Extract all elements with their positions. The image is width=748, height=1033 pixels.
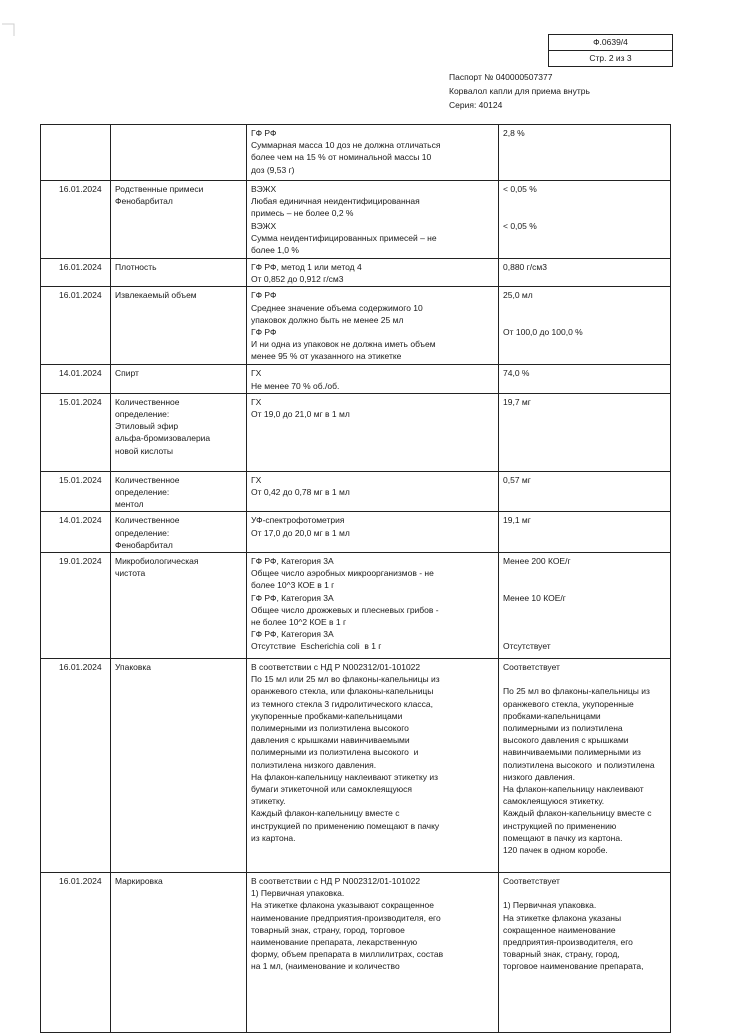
cell-line: Количественное	[115, 474, 180, 485]
cell-line: Плотность	[115, 262, 157, 272]
cell-line: торговое наименование препарата,	[503, 961, 644, 972]
cell-line: из картона.	[251, 832, 296, 843]
norm-requirement-cell	[247, 659, 499, 873]
cell-line: На этикетке флакона указаны	[503, 912, 622, 923]
cell-line: давления с крышками навинчиваемыми	[251, 735, 410, 746]
cell-line: сокращенное наименование	[503, 924, 616, 935]
cell-line: ГХ	[251, 368, 262, 379]
cell-line: Фенобарбитал	[115, 196, 173, 207]
result-cell	[499, 125, 671, 181]
test-date-cell: 15.01.2024	[41, 393, 111, 471]
cell-line: полимерными из полиэтилена	[503, 723, 623, 734]
cell-line: ГФ РФ, Категория 3А	[251, 592, 334, 603]
cell-line: Суммарная масса 10 доз не должна отличаться	[251, 140, 441, 151]
result-cell	[499, 471, 671, 512]
cell-line: Извлекаемый объем	[115, 290, 197, 301]
cell-line	[503, 314, 666, 326]
cell-line	[503, 302, 666, 314]
cell-line: 74,0 %	[503, 368, 530, 379]
norm-requirement-cell	[247, 125, 499, 181]
cell-line: пробками-капельницами	[503, 710, 601, 721]
cell-line: полимерными из полиэтилена высокого и	[251, 747, 419, 758]
norm-requirement-cell	[247, 512, 499, 553]
cell-line: укупоренные пробками-капельницами	[251, 710, 403, 721]
cell-line: 25,0 мл	[503, 290, 533, 301]
cell-line: Родственные примеси	[115, 184, 204, 194]
cell-line: полимерными из полиэтилена высокого	[251, 723, 409, 734]
cell-line: Общее число аэробных микроорганизмов - не	[251, 568, 434, 579]
norm-requirement-cell	[247, 181, 499, 259]
norm-requirement-cell	[247, 259, 499, 287]
cell-line	[503, 887, 666, 899]
table-row	[41, 512, 671, 553]
cell-line: В соответствии с НД Р N002312/01-101022	[251, 662, 421, 673]
series-number: Серия: 40124	[449, 100, 503, 110]
cell-line: помещают в пачку из картона.	[503, 832, 623, 843]
cell-line: 120 пачек в одном коробе.	[503, 845, 608, 856]
cell-line: На флакон-капельницу наклеивают	[503, 784, 644, 795]
cell-line: товарный знак, страну, город, торговое	[251, 924, 405, 935]
test-name-cell	[111, 512, 247, 553]
result-cell	[499, 259, 671, 287]
form-number-box	[548, 34, 673, 67]
cell-line: И ни одна из упаковок не должна иметь объем	[251, 339, 436, 350]
result-cell	[499, 553, 671, 659]
result-cell	[499, 512, 671, 553]
cell-line: инструкцией по применению помещают в пачку	[251, 820, 440, 831]
test-date-cell: 16.01.2024	[41, 259, 111, 287]
cell-line: Каждый флакон-капельницу вместе с	[503, 808, 652, 819]
document-header	[449, 70, 590, 112]
cell-line: этикетку.	[251, 796, 286, 807]
cell-line: определение:	[115, 527, 170, 538]
cell-line: альфа-бромизовалериа	[115, 433, 211, 444]
cell-line: От 0,852 до 0,912 г/см3	[251, 274, 344, 285]
cell-line: ГФ РФ	[251, 327, 277, 338]
product-name: Корвалол капли для приема внутрь	[449, 86, 590, 96]
result-cell	[499, 365, 671, 393]
cell-line: По 15 мл или 25 мл во флаконы-капельницы из	[251, 674, 440, 685]
cell-line: 0,57 мг	[503, 474, 531, 485]
cell-line: Соответствует	[503, 876, 560, 887]
cell-line: Не менее 70 % об./об.	[251, 380, 340, 391]
form-number: Ф.0639/4	[593, 37, 628, 47]
cell-line: Микробиологическая	[115, 556, 199, 567]
cell-line: Отсутствие Escherichia coli в 1 г	[251, 641, 382, 652]
cell-line: чистота	[115, 568, 146, 579]
cell-line: 1) Первичная упаковка.	[251, 888, 345, 899]
cell-line: инструкцией по применению	[503, 820, 617, 831]
result-cell	[499, 181, 671, 259]
cell-line: Количественное	[115, 515, 180, 526]
test-name-cell	[111, 393, 247, 471]
table-row	[41, 659, 671, 873]
result-cell	[499, 873, 671, 1033]
cell-line: ГФ РФ	[251, 128, 277, 138]
cell-line: товарный знак, страну, город,	[503, 949, 620, 960]
table-row	[41, 259, 671, 287]
cell-line: наименование препарата, лекарственную	[251, 937, 418, 948]
norm-requirement-cell	[247, 553, 499, 659]
cell-line	[503, 579, 666, 591]
result-cell	[499, 659, 671, 873]
cell-line: не более 10^2 КОЕ в 1 г	[251, 617, 347, 628]
table-row	[41, 181, 671, 259]
scan-corner-mark	[0, 0, 40, 40]
cell-line: полиэтилена высокого и полиэтилена	[503, 759, 655, 770]
cell-line: Сумма неидентифицированных примесей – не	[251, 232, 437, 243]
test-date-cell: 16.01.2024	[41, 181, 111, 259]
cell-line: высокого давления с крышками	[503, 735, 629, 746]
cell-line	[503, 616, 666, 628]
test-name-cell	[111, 553, 247, 659]
cell-line: 19,1 мг	[503, 515, 531, 526]
cell-line: ГФ РФ	[251, 290, 277, 301]
test-date-cell: 15.01.2024	[41, 471, 111, 512]
cell-line: доз (9,53 г)	[251, 164, 295, 175]
cell-line: Количественное	[115, 396, 180, 407]
test-date-cell: 16.01.2024	[41, 659, 111, 873]
cell-line	[503, 207, 666, 219]
cell-line: Упаковка	[115, 662, 152, 673]
test-name-cell	[111, 259, 247, 287]
passport-number: Паспорт № 040000507377	[449, 72, 553, 82]
cell-line: 0,880 г/см3	[503, 262, 547, 272]
table-row	[41, 365, 671, 393]
analysis-table-body	[41, 125, 671, 1033]
cell-line: оранжевого стекла, укупоренные	[503, 698, 634, 709]
cell-line: На этикетке флакона указывают сокращенное	[251, 900, 434, 911]
table-row	[41, 125, 671, 181]
cell-line: 19,7 мг	[503, 396, 531, 407]
cell-line: менее 95 % от указанного на этикетке	[251, 351, 402, 362]
cell-line: полиэтилена низкого давления.	[251, 759, 377, 770]
test-name-cell	[111, 659, 247, 873]
result-cell	[499, 287, 671, 365]
cell-line: ГХ	[251, 396, 262, 407]
cell-line: Среднее значение объема содержимого 10	[251, 302, 423, 313]
cell-line: От 19,0 до 21,0 мг в 1 мл	[251, 409, 350, 420]
norm-requirement-cell	[247, 471, 499, 512]
test-date-cell: 14.01.2024	[41, 365, 111, 393]
result-cell	[499, 393, 671, 471]
test-date-cell: 16.01.2024	[41, 873, 111, 1033]
cell-line: более чем на 15 % от номинальной массы 10	[251, 152, 432, 163]
norm-requirement-cell	[247, 365, 499, 393]
cell-line: < 0,05 %	[503, 184, 537, 194]
table-row	[41, 471, 671, 512]
norm-requirement-cell	[247, 287, 499, 365]
cell-line: < 0,05 %	[503, 220, 537, 231]
cell-line: ВЭЖХ	[251, 220, 277, 231]
cell-line: примесь – не более 0,2 %	[251, 208, 354, 219]
cell-line: 1) Первичная упаковка.	[503, 900, 597, 911]
cell-line: Отсутствует	[503, 641, 551, 652]
cell-line: оранжевого стекла, или флаконы-капельницы	[251, 686, 434, 697]
cell-line: бумаги этикеточной или самоклеящуюся	[251, 784, 413, 795]
cell-line: форму, объем препарата в миллилитрах, состав	[251, 949, 444, 960]
test-name-cell	[111, 365, 247, 393]
table-row	[41, 393, 671, 471]
cell-line: Этиловый эфир	[115, 421, 179, 432]
cell-line: Менее 10 КОЕ/г	[503, 592, 566, 603]
cell-line: УФ-спектрофотометрия	[251, 515, 345, 526]
cell-line: ВЭЖХ	[251, 184, 277, 194]
cell-line: определение:	[115, 487, 170, 498]
test-name-cell	[111, 287, 247, 365]
test-name-cell	[111, 873, 247, 1033]
cell-line: Любая единичная неидентифицированная	[251, 196, 420, 207]
test-date-cell	[41, 125, 111, 181]
cell-line	[503, 567, 666, 579]
cell-line: На флакон-капельницу наклеивают этикетку из	[251, 771, 439, 782]
test-date-cell: 19.01.2024	[41, 553, 111, 659]
cell-line: наименование предприятия-производителя, его	[251, 912, 441, 923]
cell-line: Спирт	[115, 368, 139, 379]
cell-line: навинчиваемыми полимерными из	[503, 747, 641, 758]
cell-line: из темного стекла 3 гидролитического класса,	[251, 698, 433, 709]
test-name-cell	[111, 181, 247, 259]
page-indicator: Стр. 2 из 3	[549, 50, 672, 66]
cell-line: ментол	[115, 499, 144, 510]
cell-line: Менее 200 КОЕ/г	[503, 556, 571, 567]
cell-line: на 1 мл, (наименование и количество	[251, 961, 400, 972]
cell-line: ГФ РФ, Категория 3А	[251, 629, 334, 640]
cell-line: новой кислоты	[115, 445, 173, 456]
analysis-table	[40, 124, 671, 1033]
cell-line: Общее число дрожжевых и плесневых грибов -	[251, 604, 439, 615]
cell-line	[503, 604, 666, 616]
cell-line: 2,8 %	[503, 128, 525, 138]
cell-line: Каждый флакон-капельницу вместе с	[251, 808, 400, 819]
test-date-cell: 16.01.2024	[41, 287, 111, 365]
table-row	[41, 873, 671, 1033]
test-name-cell	[111, 125, 247, 181]
norm-requirement-cell	[247, 873, 499, 1033]
cell-line: низкого давления.	[503, 771, 575, 782]
cell-line: Соответствует	[503, 662, 560, 673]
table-row	[41, 287, 671, 365]
cell-line: определение:	[115, 409, 170, 420]
cell-line: По 25 мл во флаконы-капельницы из	[503, 686, 650, 697]
cell-line: От 17,0 до 20,0 мг в 1 мл	[251, 527, 350, 538]
cell-line: более 1,0 %	[251, 245, 299, 256]
cell-line: Маркировка	[115, 876, 163, 887]
cell-line: предприятия-производителя, его	[503, 937, 633, 948]
cell-line: ГФ РФ, метод 1 или метод 4	[251, 262, 362, 272]
cell-line: самоклеящуюся этикетку.	[503, 796, 605, 807]
cell-line: более 10^3 КОЕ в 1 г	[251, 580, 335, 591]
cell-line: От 0,42 до 0,78 мг в 1 мл	[251, 487, 350, 498]
cell-line: упаковок должно быть не менее 25 мл	[251, 314, 404, 325]
cell-line: Фенобарбитал	[115, 539, 173, 550]
test-name-cell	[111, 471, 247, 512]
cell-line: В соответствии с НД Р N002312/01-101022	[251, 876, 421, 887]
norm-requirement-cell	[247, 393, 499, 471]
cell-line	[503, 628, 666, 640]
test-date-cell: 14.01.2024	[41, 512, 111, 553]
cell-line	[503, 195, 666, 207]
cell-line	[503, 673, 666, 685]
cell-line: От 100,0 до 100,0 %	[503, 326, 583, 337]
table-row	[41, 553, 671, 659]
cell-line: ГХ	[251, 474, 262, 485]
cell-line: ГФ РФ, Категория 3А	[251, 556, 334, 567]
